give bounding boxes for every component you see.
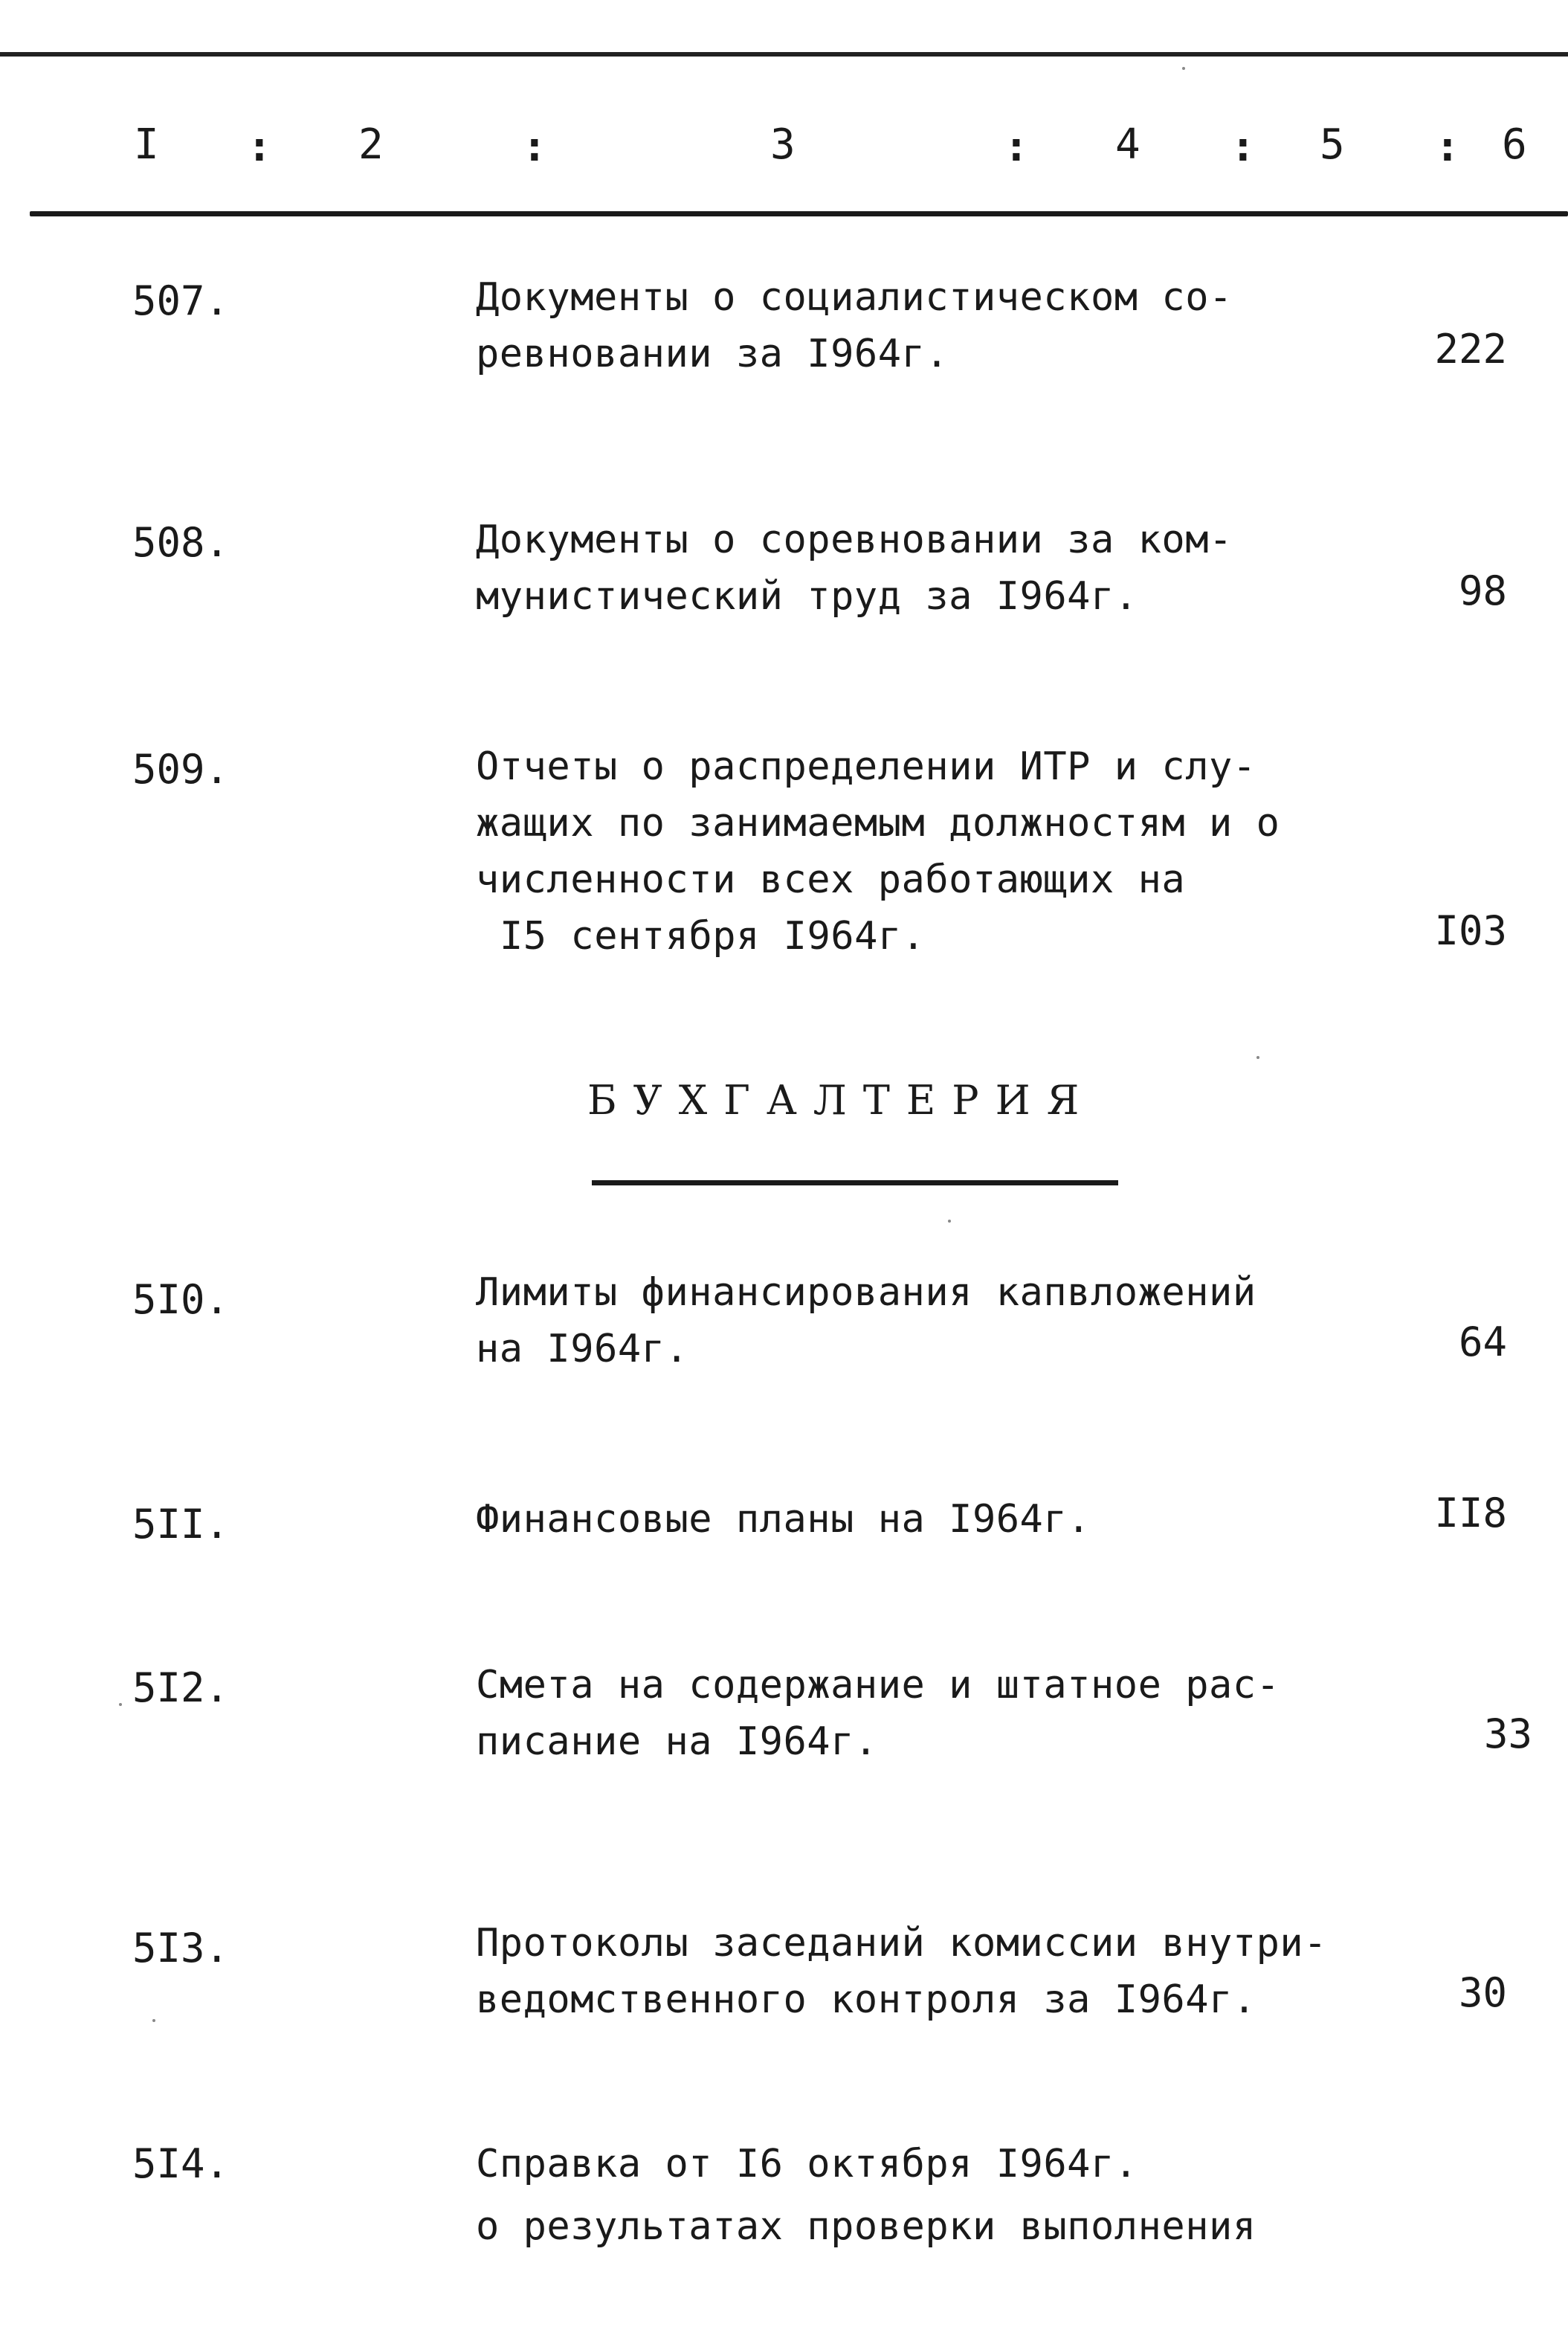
column-separator: : — [1004, 123, 1029, 171]
entry-title-line: Протоколы заседаний комиссии внутри- — [476, 1921, 1328, 1966]
entry-title-line: Документы о социалистическом со- — [476, 275, 1233, 320]
scan-speck — [1182, 67, 1185, 70]
entry-title-line: Финансовые планы на I964г. — [476, 1497, 1091, 1542]
header-rule — [30, 211, 1568, 216]
column-separator: : — [522, 123, 547, 171]
entry-title — [476, 1264, 1309, 1377]
entry-sheet-count: 33 — [1483, 1710, 1532, 1757]
column-2-label: 2 — [358, 120, 384, 169]
entry-sheet-count: II8 — [1434, 1490, 1507, 1536]
entry-number: 5I0. — [132, 1276, 230, 1323]
entry-title-line: мунистический труд за I964г. — [476, 574, 1138, 619]
entry-title — [476, 738, 1309, 965]
entry-title-line: о результатах проверки выполнения — [476, 2204, 1256, 2249]
column-4-label: 4 — [1115, 120, 1140, 169]
scan-speck — [1256, 1056, 1259, 1059]
entry-title — [476, 269, 1309, 382]
entry-number: 5I3. — [132, 1925, 230, 1971]
entry-title — [476, 1491, 1309, 1548]
entry-title-line: Смета на содержание и штатное рас- — [476, 1663, 1280, 1707]
entry-sheet-count: 222 — [1434, 326, 1507, 373]
entry-title-line: ревновании за I964г. — [476, 332, 949, 376]
entry-title — [476, 2133, 1309, 2258]
entry-title-line: жащих по занимаемым должностям и о — [476, 801, 1280, 846]
entry-title-line: I5 сентября I964г. — [500, 914, 926, 959]
entry-sheet-count: 64 — [1458, 1319, 1507, 1365]
entry-title-line: писание на I964г. — [476, 1719, 878, 1764]
entry-number: 509. — [132, 746, 230, 793]
column-separator: : — [1230, 123, 1256, 171]
entry-title — [476, 512, 1309, 625]
entry-title-line: численности всех работающих на — [476, 857, 1186, 902]
entry-number: 5I2. — [132, 1664, 230, 1711]
entry-title-line: Документы о соревновании за ком- — [476, 518, 1233, 562]
entry-title — [476, 1657, 1309, 1770]
column-6-label: 6 — [1502, 120, 1527, 169]
entry-title — [476, 1915, 1328, 2028]
entry-title-line: Справка от I6 октября I964г. — [476, 2142, 1138, 2186]
entry-title-line: ведомственного контроля за I964г. — [476, 1977, 1256, 2022]
entry-title-line: на I964г. — [476, 1327, 689, 1371]
entry-title-line: Лимиты финансирования капвложений — [476, 1270, 1256, 1315]
entry-sheet-count: I03 — [1434, 907, 1507, 954]
entry-number: 508. — [132, 519, 230, 566]
entry-number: 5I4. — [132, 2140, 230, 2187]
entry-sheet-count: 98 — [1458, 567, 1507, 614]
scan-speck — [119, 1703, 122, 1706]
top-rule — [0, 52, 1568, 57]
column-5-label: 5 — [1320, 120, 1345, 169]
entry-sheet-count: 30 — [1458, 1969, 1507, 2016]
entry-title-line: Отчеты о распределении ИТР и слу- — [476, 744, 1256, 789]
scan-speck — [948, 1220, 951, 1223]
section-underline — [592, 1180, 1118, 1185]
column-1-label: I — [134, 120, 159, 169]
column-3-label: 3 — [770, 120, 796, 169]
scan-speck — [152, 2019, 155, 2022]
entry-number: 5II. — [132, 1501, 230, 1548]
column-separator: : — [1435, 123, 1460, 171]
column-separator: : — [247, 123, 272, 171]
section-heading: БУХГАЛТЕРИЯ — [587, 1077, 1096, 1124]
entry-number: 507. — [132, 277, 230, 324]
